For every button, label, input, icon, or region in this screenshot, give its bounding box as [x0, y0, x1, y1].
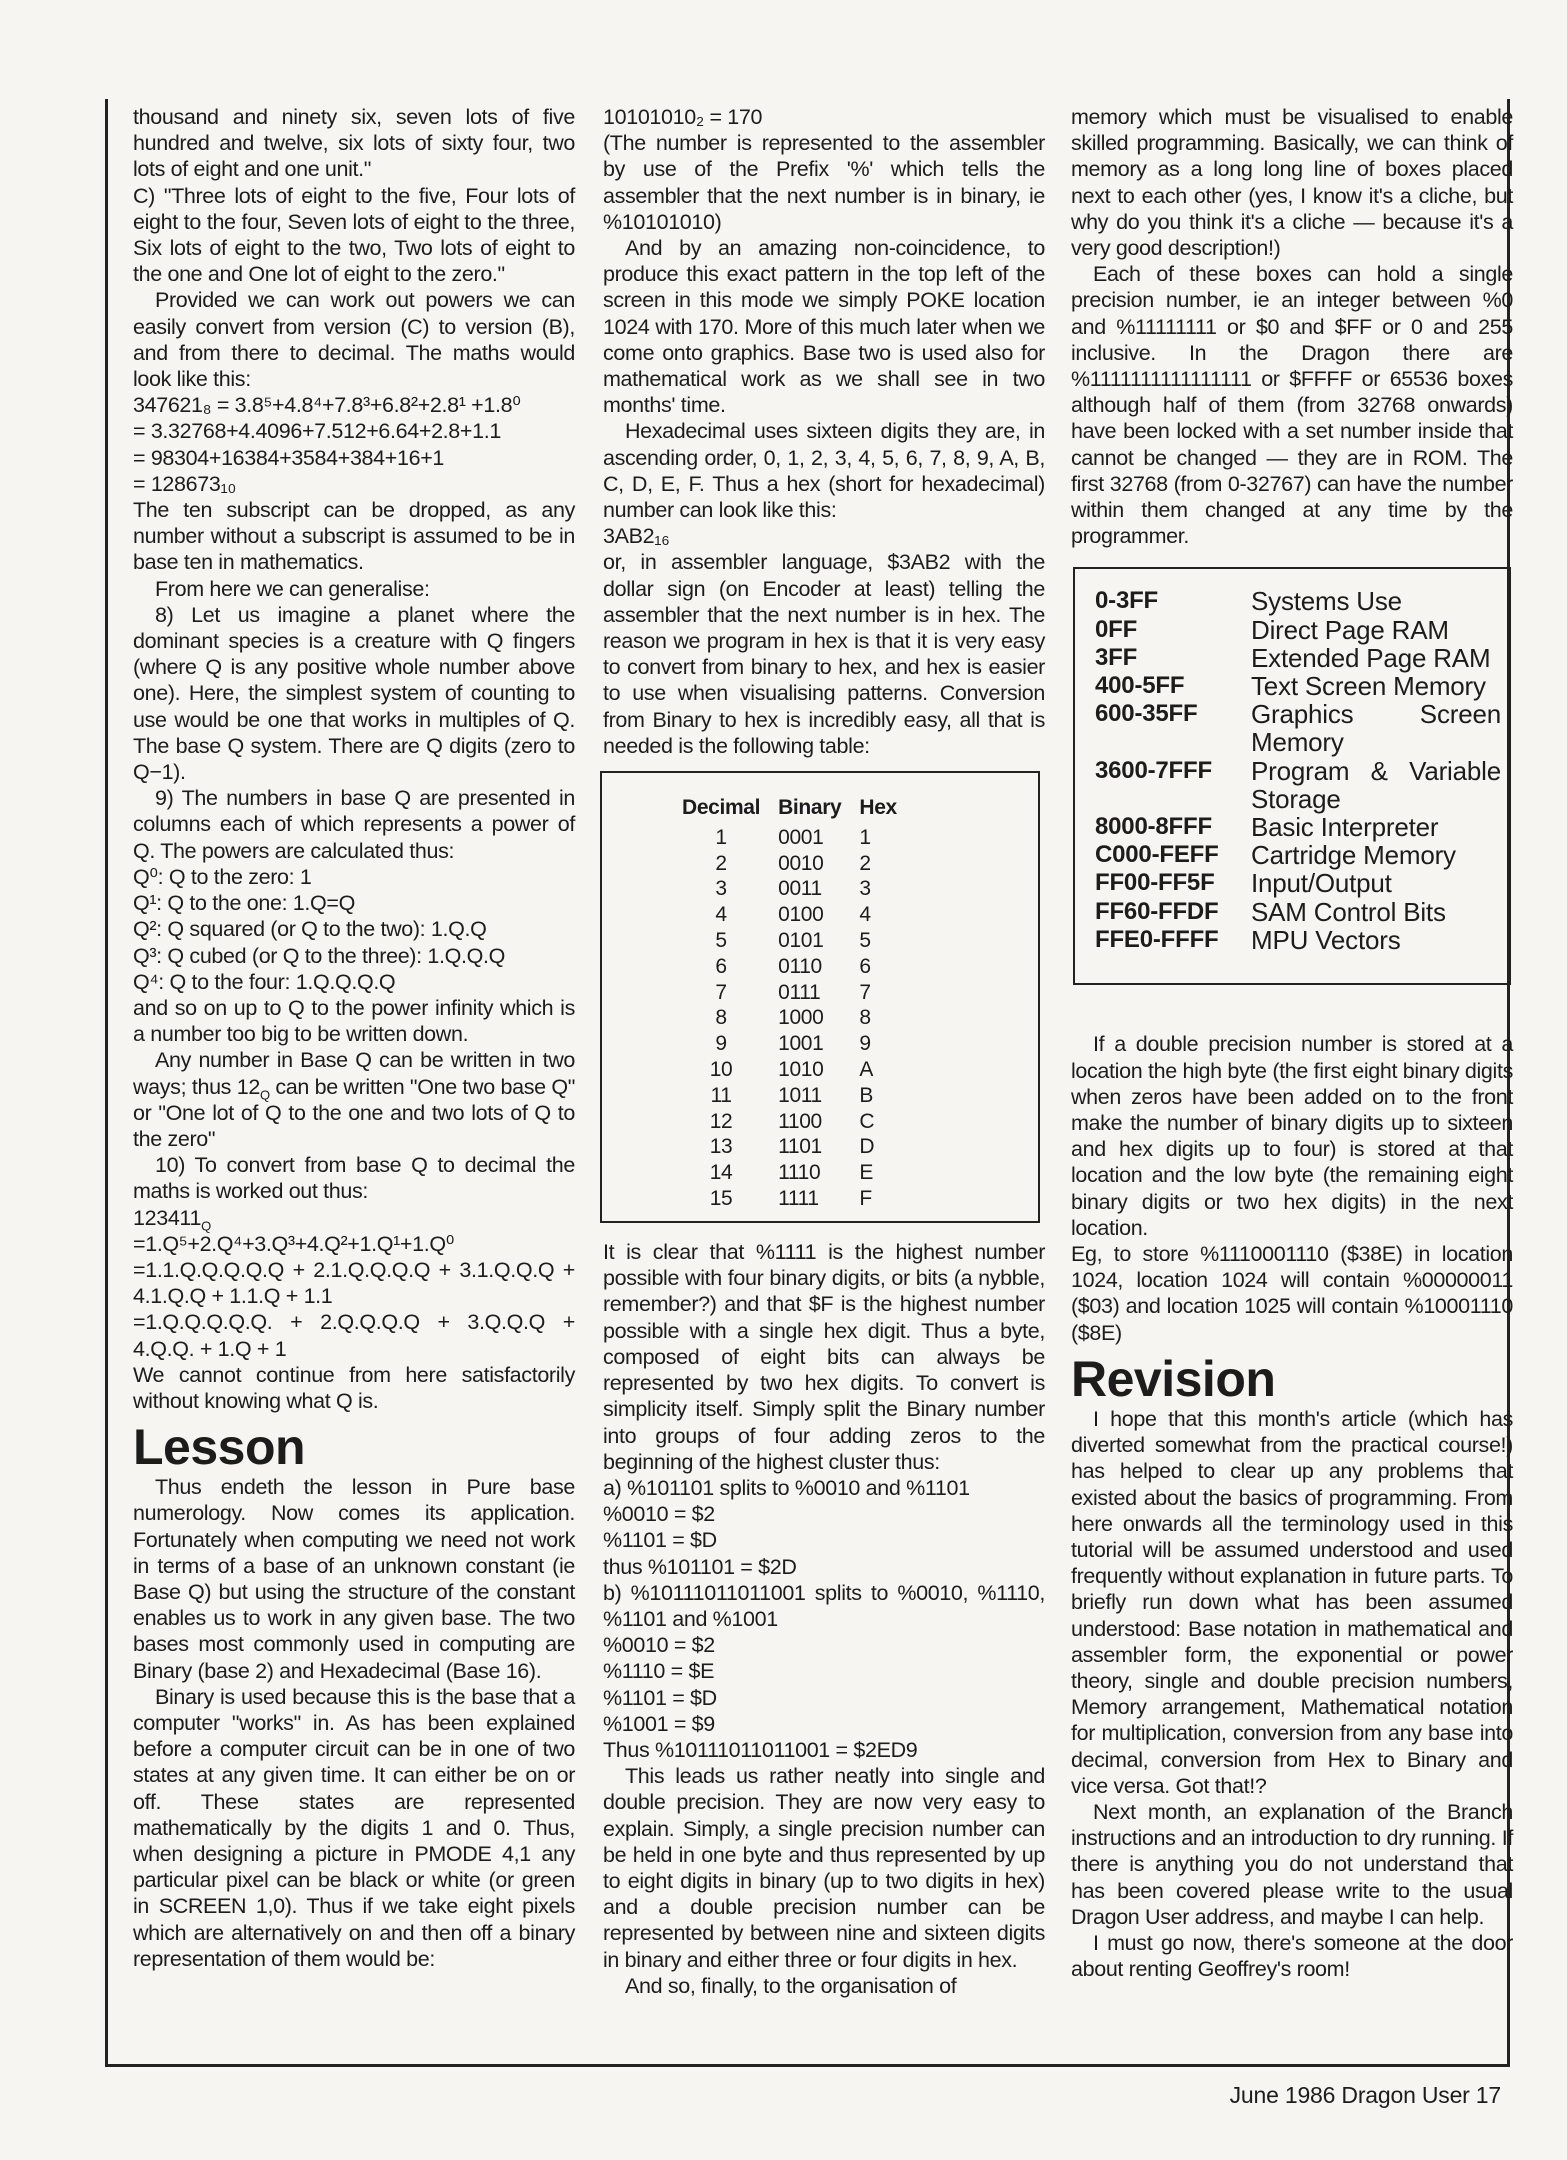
table-cell: 1010	[778, 1058, 824, 1082]
address-range: FF00-FF5F	[1095, 869, 1215, 897]
paragraph	[133, 418, 575, 444]
paragraph	[133, 471, 575, 497]
text: Provided we can work out powers we can easily convert from version (C) to version (B), and from there to decimal. The maths would look like this:	[133, 288, 575, 392]
text: And so, finally, to the organisation of	[625, 1973, 957, 1998]
table-row	[1095, 757, 1501, 813]
column-3	[1071, 104, 1513, 1982]
text: Hexadecimal uses sixteen digits they are, in ascending order, 0, 1, 2, 3, 4, 5, 6, 7, 8, 9, A, B, C, D, E, F. Thus a hex (short for hexadecimal) number can look like this:	[603, 419, 1045, 523]
paragraph	[603, 235, 1045, 418]
text: = 3.32768+4.4096+7.512+6.64+2.8+1.1	[133, 419, 501, 444]
table-cell: 6	[715, 954, 727, 978]
text: Q⁴: Q to the four: 1.Q.Q.Q.Q	[133, 969, 396, 994]
table-row	[682, 1057, 915, 1083]
column-header: Hex	[859, 796, 897, 820]
table-cell: 10	[709, 1058, 733, 1082]
text: %0010 = $2	[603, 1502, 715, 1527]
table-row	[682, 1186, 915, 1212]
paragraph	[1071, 1241, 1513, 1346]
paragraph	[1071, 1799, 1513, 1930]
table-row	[682, 1031, 915, 1057]
text: %1101 = $D	[603, 1685, 717, 1710]
table-cell: 0110	[778, 954, 822, 978]
paragraph	[603, 1685, 1045, 1711]
text: 9) The numbers in base Q are presented in columns each of which represents a power of Q. The powers are calculated thus:	[133, 786, 575, 863]
table-row	[682, 980, 915, 1006]
address-range: C000-FEFF	[1095, 841, 1219, 869]
text: or, in assembler language, $3AB2 with the dollar sign (on Encoder at least) telling the assembler that the next number is in hex. The reason we program in hex is that it is very easy to convert from binary to hex, and hex is easier to use when visualising patterns. Conversion from Binary to hex is incredibly easy, all that is needed is the following table:	[603, 550, 1045, 758]
table-row	[1095, 813, 1501, 841]
binary-hex-table	[600, 771, 1040, 1223]
text: Any number in Base Q can be written in two ways; thus 12	[133, 1048, 575, 1099]
memory-use: MPU Vectors	[1251, 924, 1401, 955]
paragraph	[133, 785, 575, 864]
text: =1.1.Q.Q.Q.Q.Q + 2.1.Q.Q.Q.Q + 3.1.Q.Q.Q + 4.1.Q.Q + 1.1.Q + 1.1	[133, 1257, 575, 1309]
paragraph	[133, 104, 575, 183]
text: Binary is used because this is the base that a computer "works" in. As has been explained before a computer circuit can be in one of two states at any given time. It can either be on or off. These states are represented mathematically by the digits 1 and 0. Thus, when designing a picture in PMODE 4,1 any particular pixel can be black or white (or green in SCREEN 1,0). Thus if we take eight pixels which are alternatively on and then off a binary representation of them would be:	[133, 1684, 575, 1971]
table-cell: 1	[715, 825, 727, 849]
table-cell: 1001	[778, 1032, 824, 1056]
paragraph	[133, 1047, 575, 1152]
memory-use: Basic Interpreter	[1251, 812, 1439, 843]
text: And by an amazing non-coincidence, to produce this exact pattern in the top left of the screen in this mode we simply POKE location 1024 with 170. More of this much later when we come onto graphics. Base two is used also for mathematical work as we shall see in two months' time.	[603, 236, 1045, 418]
paragraph	[603, 1658, 1045, 1684]
table-cell: 1111	[778, 1187, 819, 1211]
table-row	[682, 954, 915, 980]
paragraph	[603, 549, 1045, 759]
address-range: FF60-FFDF	[1095, 897, 1219, 925]
paragraph	[1071, 261, 1513, 549]
memory-use: Systems Use	[1251, 586, 1402, 617]
table-row	[1095, 869, 1501, 897]
paragraph	[133, 1684, 575, 1972]
section-heading: Lesson	[133, 1419, 306, 1476]
text: Q⁰: Q to the zero: 1	[133, 864, 312, 889]
column-header: Decimal	[682, 796, 761, 820]
address-range: 3600-7FFF	[1095, 756, 1212, 784]
paragraph	[133, 1257, 575, 1309]
text: It is clear that %1111 is the highest number possible with four binary digits, or bits (a nybble, remember?) and that $F is the highest number possible with a single hex digit. Thus a byte, composed of eight bits can always be represented by two hex digits. To convert is simplicity itself. Simply split the Binary number into groups of four adding zeros to the beginning of the highest cluster thus:	[603, 1240, 1045, 1474]
text: Eg, to store %1110001110 ($38E) in location 1024, location 1024 will contain %00000011 ($03) and location 1025 will contain %10001110 ($8E)	[1071, 1242, 1513, 1345]
text: The ten subscript can be dropped, as any number without a subscript is assumed to be in base ten in mathematics.	[133, 498, 575, 575]
table-cell: 1011	[778, 1083, 822, 1107]
paragraph	[133, 1309, 575, 1361]
memory-use: Extended Page RAM	[1251, 642, 1491, 673]
paragraph	[603, 1580, 1045, 1632]
table-row	[682, 851, 915, 877]
paragraph	[133, 1231, 575, 1257]
table-row	[682, 1134, 915, 1160]
paragraph	[603, 1973, 1045, 1999]
paragraph	[133, 969, 575, 995]
table-cell: 0001	[778, 825, 824, 849]
table-row	[682, 902, 915, 928]
table-cell: 8	[859, 1006, 871, 1030]
text: %1001 = $9	[603, 1711, 715, 1736]
table-row	[1095, 898, 1501, 926]
text: thousand and ninety six, seven lots of five hundred and twelve, six lots of sixty four, two lots of eight and one unit."	[133, 105, 575, 182]
page-footer: June 1986 Dragon User 17	[1229, 2082, 1501, 2108]
table-cell: 0111	[778, 980, 821, 1004]
paragraph	[1071, 1031, 1513, 1241]
memory-use: Cartridge Memory	[1251, 840, 1456, 871]
table-row	[1095, 926, 1501, 954]
memory-use: Direct Page RAM	[1251, 614, 1449, 645]
table-row	[1095, 587, 1501, 615]
text: =1.Q⁵+2.Q⁴+3.Q³+4.Q²+1.Q¹+1.Q⁰	[133, 1231, 455, 1256]
table-cell: 2	[715, 851, 727, 875]
table-cell: 0101	[778, 929, 824, 953]
text: 10101010₂ = 170	[603, 105, 763, 129]
paragraph	[133, 445, 575, 471]
text: Each of these boxes can hold a single precision number, ie an integer between %0 and %11111111 or $0 and $FF or 0 and 255 inclusive. In the Dragon there are %1111111111111111 or $FFFF or 65536 boxes although half of them (from 32768 onwards) have been locked with a set number inside that cannot be changed — they are in ROM. The first 32768 (from 0-32767) can have the number within them changed at any time by the programmer.	[1071, 262, 1513, 549]
paragraph	[603, 1554, 1045, 1580]
paragraph	[603, 1527, 1045, 1553]
table-cell: 15	[709, 1187, 733, 1211]
paragraph	[603, 1475, 1045, 1501]
text: From here we can generalise:	[155, 576, 430, 601]
text: I must go now, there's someone at the door about renting Geoffrey's room!	[1071, 1930, 1513, 1982]
section-heading: Revision	[1071, 1350, 1276, 1407]
table-cell: 9	[715, 1032, 727, 1056]
table-row	[1095, 616, 1501, 644]
paragraph	[133, 1152, 575, 1204]
paragraph	[133, 943, 575, 969]
paragraph	[1071, 1406, 1513, 1799]
text: 123411	[133, 1205, 202, 1230]
table-cell: 12	[709, 1109, 733, 1133]
paragraph	[603, 130, 1045, 235]
table-cell: F	[859, 1187, 872, 1211]
table-cell: B	[859, 1083, 874, 1107]
table-cell: A	[859, 1058, 874, 1082]
paragraph	[133, 864, 575, 890]
text: thus %101101 = $2D	[603, 1554, 797, 1579]
paragraph	[603, 523, 1045, 549]
table-cell: 4	[859, 903, 871, 927]
text: %1101 = $D	[603, 1528, 717, 1553]
memory-use: Text Screen Memory	[1251, 671, 1486, 702]
memory-use: SAM Control Bits	[1251, 896, 1446, 927]
table-cell: 11	[710, 1083, 732, 1107]
address-range: FFE0-FFFF	[1095, 925, 1219, 953]
paragraph	[133, 890, 575, 916]
table-cell: 5	[715, 929, 727, 953]
text: =1.Q.Q.Q.Q.Q. + 2.Q.Q.Q.Q + 3.Q.Q.Q + 4.Q.Q. + 1.Q + 1	[133, 1310, 575, 1361]
subscript: Q	[259, 1086, 270, 1102]
table-cell: 3	[715, 877, 727, 901]
address-range: 8000-8FFF	[1095, 813, 1212, 841]
text: If a double precision number is stored at a location the high byte (the first eight binary digits when zeros have been added on to the front make the number of binary digits up to sixteen and hex digits up to four) is stored at that location and the low byte (the remaining eight binary digits or two hex digits) in the next location.	[1071, 1032, 1513, 1240]
paragraph	[133, 995, 575, 1047]
table-cell: 0010	[778, 851, 824, 875]
text: 10) To convert from base Q to decimal the maths is worked out thus:	[133, 1153, 575, 1204]
paragraph	[603, 1737, 1045, 1763]
table-cell: 1101	[778, 1135, 822, 1159]
paragraph	[603, 1632, 1045, 1658]
paragraph	[1071, 104, 1513, 261]
table-row	[1095, 672, 1501, 700]
text: and so on up to Q to the power infinity which is a number too big to be written down.	[133, 995, 575, 1047]
text: memory which must be visualised to enable skilled programming. Basically, we can think of memory as a long long line of boxes placed next to each other (yes, I know it's a cliche, but why do you think it's a cliche — because it's a very good description!)	[1071, 105, 1513, 261]
paragraph	[603, 1501, 1045, 1527]
paragraph	[603, 104, 1045, 130]
text: 8) Let us imagine a planet where the dominant species is a creature with Q fingers (where Q is any positive whole number above one). Here, the simplest system of counting to use would be one that works in multiples of Q. The base Q system. There are Q digits (zero to Q−1).	[133, 602, 575, 785]
table-row	[682, 1160, 915, 1186]
table-row	[1095, 841, 1501, 869]
text: can be written "One two base Q" or "One lot of Q to the one and two lots of Q to the zero"	[133, 1074, 575, 1151]
text: b) %10111011011001 splits to %0010, %1110, %1101 and %1001	[603, 1580, 1045, 1631]
table-cell: 1	[859, 825, 871, 849]
table-cell: 3	[859, 877, 871, 901]
memory-map-table	[1073, 567, 1511, 985]
table-cell: 1000	[778, 1006, 824, 1030]
table-cell: C	[859, 1109, 875, 1133]
text: = 98304+16384+3584+384+16+1	[133, 445, 445, 470]
paragraph	[603, 1711, 1045, 1737]
table-cell: 1110	[778, 1161, 821, 1185]
paragraph	[133, 1362, 575, 1414]
table-cell: 13	[709, 1135, 733, 1159]
text: Q³: Q cubed (or Q to the three): 1.Q.Q.Q	[133, 943, 505, 968]
text: This leads us rather neatly into single and double precision. They are now very easy to explain. Simply, a single precision number can be held in one byte and thus represented by up to eight digits in binary (up to two digits in hex) and a double precision number can be represented by between nine and sixteen digits in binary and either three or four digits in hex.	[603, 1764, 1045, 1972]
table-row	[682, 1083, 915, 1109]
text: 3AB2₁₆	[603, 524, 670, 549]
text: I hope that this month's article (which has diverted somewhat from the practical course!) has helped to clear up any problems that existed about the basics of programming. From here onwards all the terminology used in this tutorial will be assumed understood and used frequently without explanation in future parts. To briefly run down what has been assumed understood: Base notation in mathematical and assembler form, the exponential or power theory, single and double precision numbers, Memory arrangement, Mathematical notation for multiplication, conversion from any base into decimal, conversion from Hex to Binary and vice versa. Got that!?	[1071, 1406, 1513, 1798]
table-cell: 8	[715, 1006, 727, 1030]
paragraph	[603, 1239, 1045, 1475]
table-cell: 1100	[778, 1109, 822, 1133]
table-row	[682, 825, 915, 851]
column-1	[133, 104, 575, 1972]
table-cell: 9	[859, 1032, 871, 1056]
address-range: 400-5FF	[1095, 672, 1185, 700]
paragraph	[133, 576, 575, 602]
text: = 128673₁₀	[133, 471, 236, 496]
table-row	[682, 1109, 915, 1135]
text: (The number is represented to the assembler by use of the Prefix '%' which tells the assembler that the next number is in binary, ie %10101010)	[603, 131, 1045, 234]
text: %0010 = $2	[603, 1633, 715, 1658]
table-cell: 4	[715, 903, 727, 927]
text: Q²: Q squared (or Q to the two): 1.Q.Q	[133, 917, 487, 942]
subscript: Q	[201, 1217, 211, 1233]
paragraph	[133, 287, 575, 392]
table-cell: 7	[715, 980, 727, 1004]
paragraph	[603, 1763, 1045, 1973]
address-range: 3FF	[1095, 643, 1138, 671]
paragraph	[133, 1205, 575, 1231]
table-cell: 14	[709, 1161, 733, 1185]
table-cell: 5	[859, 929, 871, 953]
table-cell: D	[859, 1135, 875, 1159]
memory-use: Graphics Screen Memory	[1251, 699, 1501, 758]
table-cell: 6	[859, 954, 871, 978]
table-cell: 0100	[778, 903, 824, 927]
text: Q¹: Q to the one: 1.Q=Q	[133, 891, 355, 916]
table-row	[1095, 700, 1501, 756]
paragraph	[133, 497, 575, 576]
text: Thus endeth the lesson in Pure base numerology. Now comes its application. Fortunately when computing we need not work in terms of a base of an unknown constant (ie Base Q) but using the structure of the constant enables us to work in any given base. The two bases most commonly used in computing are Binary (base 2) and Hexadecimal (Base 16).	[133, 1475, 575, 1683]
address-range: 600-35FF	[1095, 700, 1198, 728]
text: Next month, an explanation of the Branch instructions and an introduction to dry running. If there is anything you do not understand that has been covered please write to the usual Dragon User address, and maybe I can help.	[1071, 1799, 1513, 1929]
table-cell: 7	[859, 980, 871, 1004]
text: 347621₈ = 3.8⁵+4.8⁴+7.8³+6.8²+2.8¹ +1.8⁰	[133, 393, 521, 418]
table-row	[682, 876, 915, 902]
text: a) %101101 splits to %0010 and %1101	[603, 1475, 970, 1500]
paragraph	[1071, 1930, 1513, 1982]
memory-use: Program & Variable Storage	[1251, 755, 1501, 814]
paragraph	[133, 916, 575, 942]
text: Thus %10111011011001 = $2ED9	[603, 1737, 918, 1762]
table-cell: E	[859, 1161, 874, 1185]
text: We cannot continue from here satisfactorily without knowing what Q is.	[133, 1362, 575, 1413]
address-range: 0FF	[1095, 615, 1138, 643]
column-header: Binary	[778, 796, 842, 820]
paragraph	[603, 418, 1045, 523]
table-row	[682, 1005, 915, 1031]
paragraph	[133, 602, 575, 785]
table-cell: 0011	[778, 877, 822, 901]
table-cell: 2	[859, 851, 871, 875]
address-range: 0-3FF	[1095, 587, 1159, 615]
text: C) "Three lots of eight to the five, Four lots of eight to the four, Seven lots of eight to the three, Six lots of eight to the two, Two lots of eight to the one and One lot of eight to the zero."	[133, 183, 575, 287]
text: %1110 = $E	[603, 1659, 715, 1684]
paragraph	[133, 1474, 575, 1684]
paragraph	[133, 392, 575, 418]
memory-use: Input/Output	[1251, 868, 1392, 899]
column-2	[603, 104, 1045, 1999]
paragraph	[133, 183, 575, 288]
table-row	[682, 928, 915, 954]
table-row	[1095, 644, 1501, 672]
